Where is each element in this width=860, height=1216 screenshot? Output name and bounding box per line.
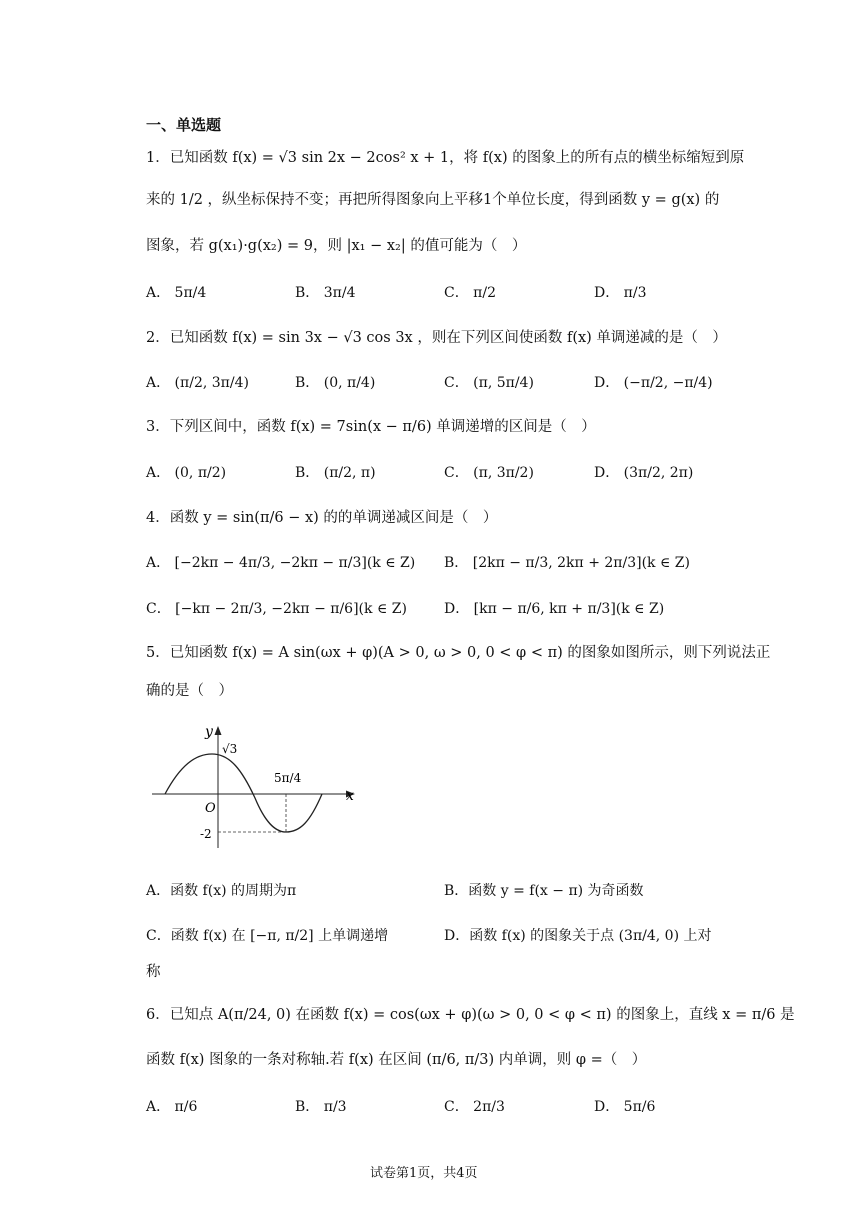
question-1-line-3: 图象，若 g(x₁)·g(x₂) = 9，则 |x₁ − x₂| 的值可能为（ ） — [146, 238, 527, 254]
x-axis-label: x — [346, 788, 354, 804]
q3-option-a: A． (0, π/2) — [146, 465, 227, 481]
q5-option-d: D．函数 f(x) 的图象关于点 (3π/4, 0) 上对 — [444, 928, 712, 944]
max-label: √3 — [222, 742, 238, 756]
question-2-line-1: 2．已知函数 f(x) = sin 3x − √3 cos 3x ，则在下列区间使函数 f(x) 单调递减的是（ ） — [146, 330, 727, 346]
q1-option-d: D． π/3 — [594, 285, 647, 301]
q1-option-c: C． π/2 — [444, 285, 496, 301]
question-6-line-2: 函数 f(x) 图象的一条对称轴.若 f(x) 在区间 (π/6, π/3) 内单调，则 φ =（ ） — [146, 1052, 647, 1068]
question-3-line-1: 3．下列区间中，函数 f(x) = 7sin(x − π/6) 单调递增的区间是（ ） — [146, 419, 596, 435]
q2-option-a: A． (π/2, 3π/4) — [146, 375, 249, 391]
y-axis-label: y — [205, 724, 213, 740]
question-5-line-2: 确的是（ ） — [146, 683, 233, 699]
question-1-line-1: 1．已知函数 f(x) = √3 sin 2x − 2cos² x + 1，将 f(x) 的图象上的所有点的横坐标缩短到原 — [146, 150, 745, 166]
question-1-line-2: 来的 1/2 ，纵坐标保持不变；再把所得图象向上平移1个单位长度，得到函数 y = g(x) 的 — [146, 192, 720, 208]
q2-option-c: C． (π, 5π/4) — [444, 375, 534, 391]
q6-option-b: B． π/3 — [295, 1099, 347, 1115]
page-footer: 试卷第1页，共4页 — [370, 1166, 478, 1181]
q2-option-d: D． (−π/2, −π/4) — [594, 375, 713, 391]
x-mark-label: 5π/4 — [274, 771, 302, 785]
q1-option-a: A． 5π/4 — [146, 285, 207, 301]
q5-option-b: B．函数 y = f(x − π) 为奇函数 — [444, 883, 644, 899]
section-heading: 一、单选题 — [146, 116, 222, 134]
sine-curve — [165, 754, 322, 832]
q3-option-b: B． (π/2, π) — [295, 465, 376, 481]
question-6-line-1: 6．已知点 A(π/24, 0) 在函数 f(x) = cos(ωx + φ)(ω > 0, 0 < φ < π) 的图象上，直线 x = π/6 是 — [146, 1007, 795, 1023]
origin-label: O — [205, 801, 216, 816]
q4-option-a: A． [−2kπ − 4π/3, −2kπ − π/3](k ∈ Z) — [146, 555, 416, 571]
q3-option-d: D． (3π/2, 2π) — [594, 465, 694, 481]
question-5-line-1: 5．已知函数 f(x) = A sin(ωx + φ)(A > 0, ω > 0, 0 < φ < π) 的图象如图所示，则下列说法正 — [146, 645, 771, 661]
sine-graph — [150, 718, 370, 850]
q6-option-c: C． 2π/3 — [444, 1099, 505, 1115]
q4-option-d: D． [kπ − π/6, kπ + π/3](k ∈ Z) — [444, 601, 665, 617]
q4-option-b: B． [2kπ − π/3, 2kπ + 2π/3](k ∈ Z) — [444, 555, 690, 571]
y-axis-arrow-icon — [215, 726, 222, 735]
q5-option-d-continued: 称 — [146, 964, 161, 980]
q4-option-c: C． [−kπ − 2π/3, −2kπ − π/6](k ∈ Z) — [146, 601, 407, 617]
q1-option-b: B． 3π/4 — [295, 285, 356, 301]
min-label: -2 — [200, 827, 212, 841]
q3-option-c: C． (π, 3π/2) — [444, 465, 534, 481]
question-4-line-1: 4．函数 y = sin(π/6 − x) 的的单调递减区间是（ ） — [146, 510, 498, 526]
q5-option-c: C．函数 f(x) 在 [−π, π/2] 上单调递增 — [146, 928, 389, 944]
q6-option-a: A． π/6 — [146, 1099, 198, 1115]
q6-option-d: D． 5π/6 — [594, 1099, 656, 1115]
q2-option-b: B． (0, π/4) — [295, 375, 376, 391]
q5-option-a: A．函数 f(x) 的周期为π — [146, 883, 297, 899]
